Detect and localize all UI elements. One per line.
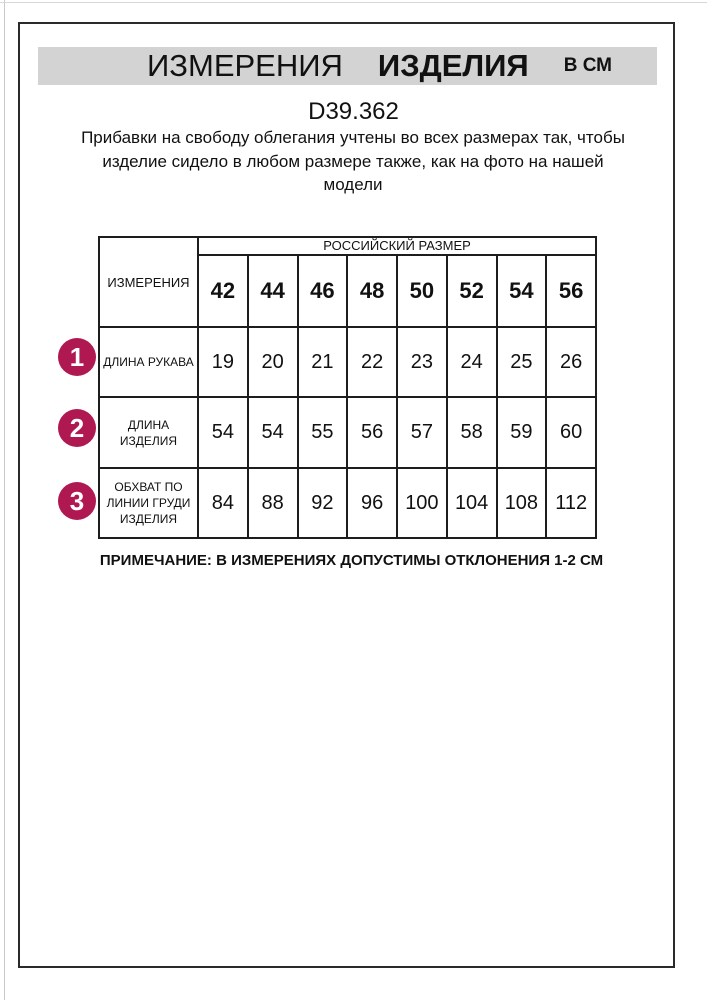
title-garment: ИЗДЕЛИЯ <box>377 48 529 83</box>
row-number-badge-3: 3 <box>58 482 96 520</box>
tolerance-note: ПРИМЕЧАНИЕ: В ИЗМЕРЕНИЯХ ДОПУСТИМЫ ОТКЛОНЕНИЯ 1-2 СМ <box>99 552 604 569</box>
table-row-garment-length <box>99 397 596 468</box>
table-row-group-header <box>99 237 596 255</box>
size-header: 56 <box>546 255 596 327</box>
table-cell: 54 <box>198 397 248 468</box>
table-cell: 100 <box>397 468 447 538</box>
measurements-column-header: ИЗМЕРЕНИЯ <box>99 237 198 327</box>
table-cell: 56 <box>347 397 397 468</box>
scan-artifact-top-line <box>0 2 707 3</box>
size-header: 48 <box>347 255 397 327</box>
fit-description: Прибавки на свободу облегания учтены во всех размерах так, чтобы изделие сидело в любом размере также, как на фото на нашей модели <box>81 128 625 194</box>
size-header: 46 <box>298 255 348 327</box>
table-cell: 96 <box>347 468 397 538</box>
table-cell: 55 <box>298 397 348 468</box>
table-cell: 58 <box>447 397 497 468</box>
title-measurements: ИЗМЕРЕНИЯ <box>146 48 343 83</box>
size-header: 50 <box>397 255 447 327</box>
title-bar <box>38 47 657 85</box>
size-chart-table <box>98 236 597 539</box>
table-cell: 60 <box>546 397 596 468</box>
title-unit-cm: В СМ <box>563 55 612 76</box>
table-cell: 23 <box>397 327 447 397</box>
table-cell: 108 <box>497 468 547 538</box>
table-cell: 24 <box>447 327 497 397</box>
table-row-sleeve-length <box>99 327 596 397</box>
row-number-badge-1: 1 <box>58 338 96 376</box>
row-label: ДЛИНА РУКАВА <box>99 327 198 397</box>
table-cell: 54 <box>248 397 298 468</box>
russian-size-header: РОССИЙСКИЙ РАЗМЕР <box>198 237 596 255</box>
size-header: 54 <box>497 255 547 327</box>
size-header: 44 <box>248 255 298 327</box>
table-cell: 104 <box>447 468 497 538</box>
table-cell: 25 <box>497 327 547 397</box>
table-cell: 20 <box>248 327 298 397</box>
row-label: ДЛИНА ИЗДЕЛИЯ <box>99 397 198 468</box>
table-cell: 22 <box>347 327 397 397</box>
table-cell: 26 <box>546 327 596 397</box>
table-cell: 57 <box>397 397 447 468</box>
table-cell: 19 <box>198 327 248 397</box>
table-cell: 21 <box>298 327 348 397</box>
scan-artifact-left-line <box>4 0 5 1000</box>
product-code: D39.362 <box>308 98 399 125</box>
row-number-badge-2: 2 <box>58 409 96 447</box>
table-cell: 88 <box>248 468 298 538</box>
table-cell: 112 <box>546 468 596 538</box>
size-header: 52 <box>447 255 497 327</box>
row-label: ОБХВАТ ПО ЛИНИИ ГРУДИ ИЗДЕЛИЯ <box>99 468 198 538</box>
table-cell: 59 <box>497 397 547 468</box>
size-header: 42 <box>198 255 248 327</box>
table-cell: 92 <box>298 468 348 538</box>
table-cell: 84 <box>198 468 248 538</box>
table-row-chest-girth <box>99 468 596 538</box>
